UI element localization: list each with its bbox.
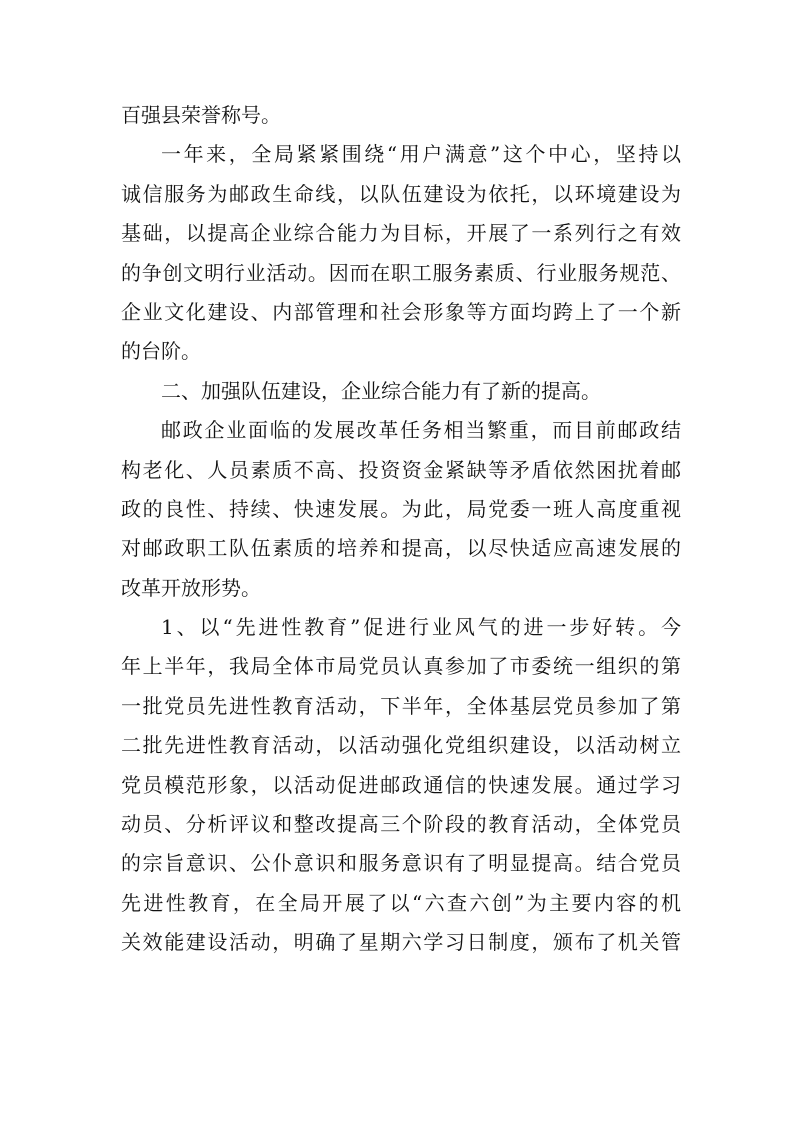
text-line: 年上半年，我局全体市局党员认真参加了市委统一组织的第	[121, 654, 681, 679]
text-line: 基础，以提高企业综合能力为目标，开展了一系列行之有效	[121, 221, 681, 246]
text-line: 动员、分析评议和整改提高三个阶段的教育活动，全体党员	[121, 812, 681, 837]
text-line: 政的良性、持续、快速发展。为此，局党委一班人高度重视	[121, 496, 681, 521]
text-line: 企业文化建设、内部管理和社会形象等方面均跨上了一个新	[121, 299, 681, 324]
text-line: 诚信服务为邮政生命线，以队伍建设为依托，以环境建设为	[121, 181, 681, 206]
text-line: 的宗旨意识、公仆意识和服务意识有了明显提高。结合党员	[121, 851, 681, 876]
paragraph-first-line: 邮政企业面临的发展改革任务相当繁重，而目前邮政结	[161, 418, 681, 443]
paragraph-first-line: 1、以“先进性教育”促进行业风气的进一步好转。今	[161, 615, 681, 640]
text-line: 的争创文明行业活动。因而在职工服务素质、行业服务规范、	[121, 260, 681, 285]
text-line: 党员模范形象，以活动促进邮政通信的快速发展。通过学习	[121, 772, 681, 797]
paragraph-first-line: 一年来，全局紧紧围绕“用户满意”这个中心，坚持以	[161, 142, 681, 167]
text-line: 一批党员先进性教育活动，下半年，全体基层党员参加了第	[121, 693, 681, 718]
text-line: 的台阶。	[121, 339, 201, 364]
document-body	[121, 96, 681, 963]
text-line: 改革开放形势。	[121, 575, 261, 600]
text-line: 百强县荣誉称号。	[121, 103, 281, 127]
section-heading: 二、加强队伍建设，企业综合能力有了新的提高。	[161, 378, 601, 403]
text-line: 先进性教育，在全局开展了以“六查六创”为主要内容的机	[121, 890, 681, 915]
text-line: 对邮政职工队伍素质的培养和提高，以尽快适应高速发展的	[121, 536, 681, 561]
text-line: 关效能建设活动，明确了星期六学习日制度，颁布了机关管	[121, 930, 681, 955]
text-line: 构老化、人员素质不高、投资资金紧缺等矛盾依然困扰着邮	[121, 457, 681, 482]
text-line: 二批先进性教育活动，以活动强化党组织建设，以活动树立	[121, 733, 681, 758]
